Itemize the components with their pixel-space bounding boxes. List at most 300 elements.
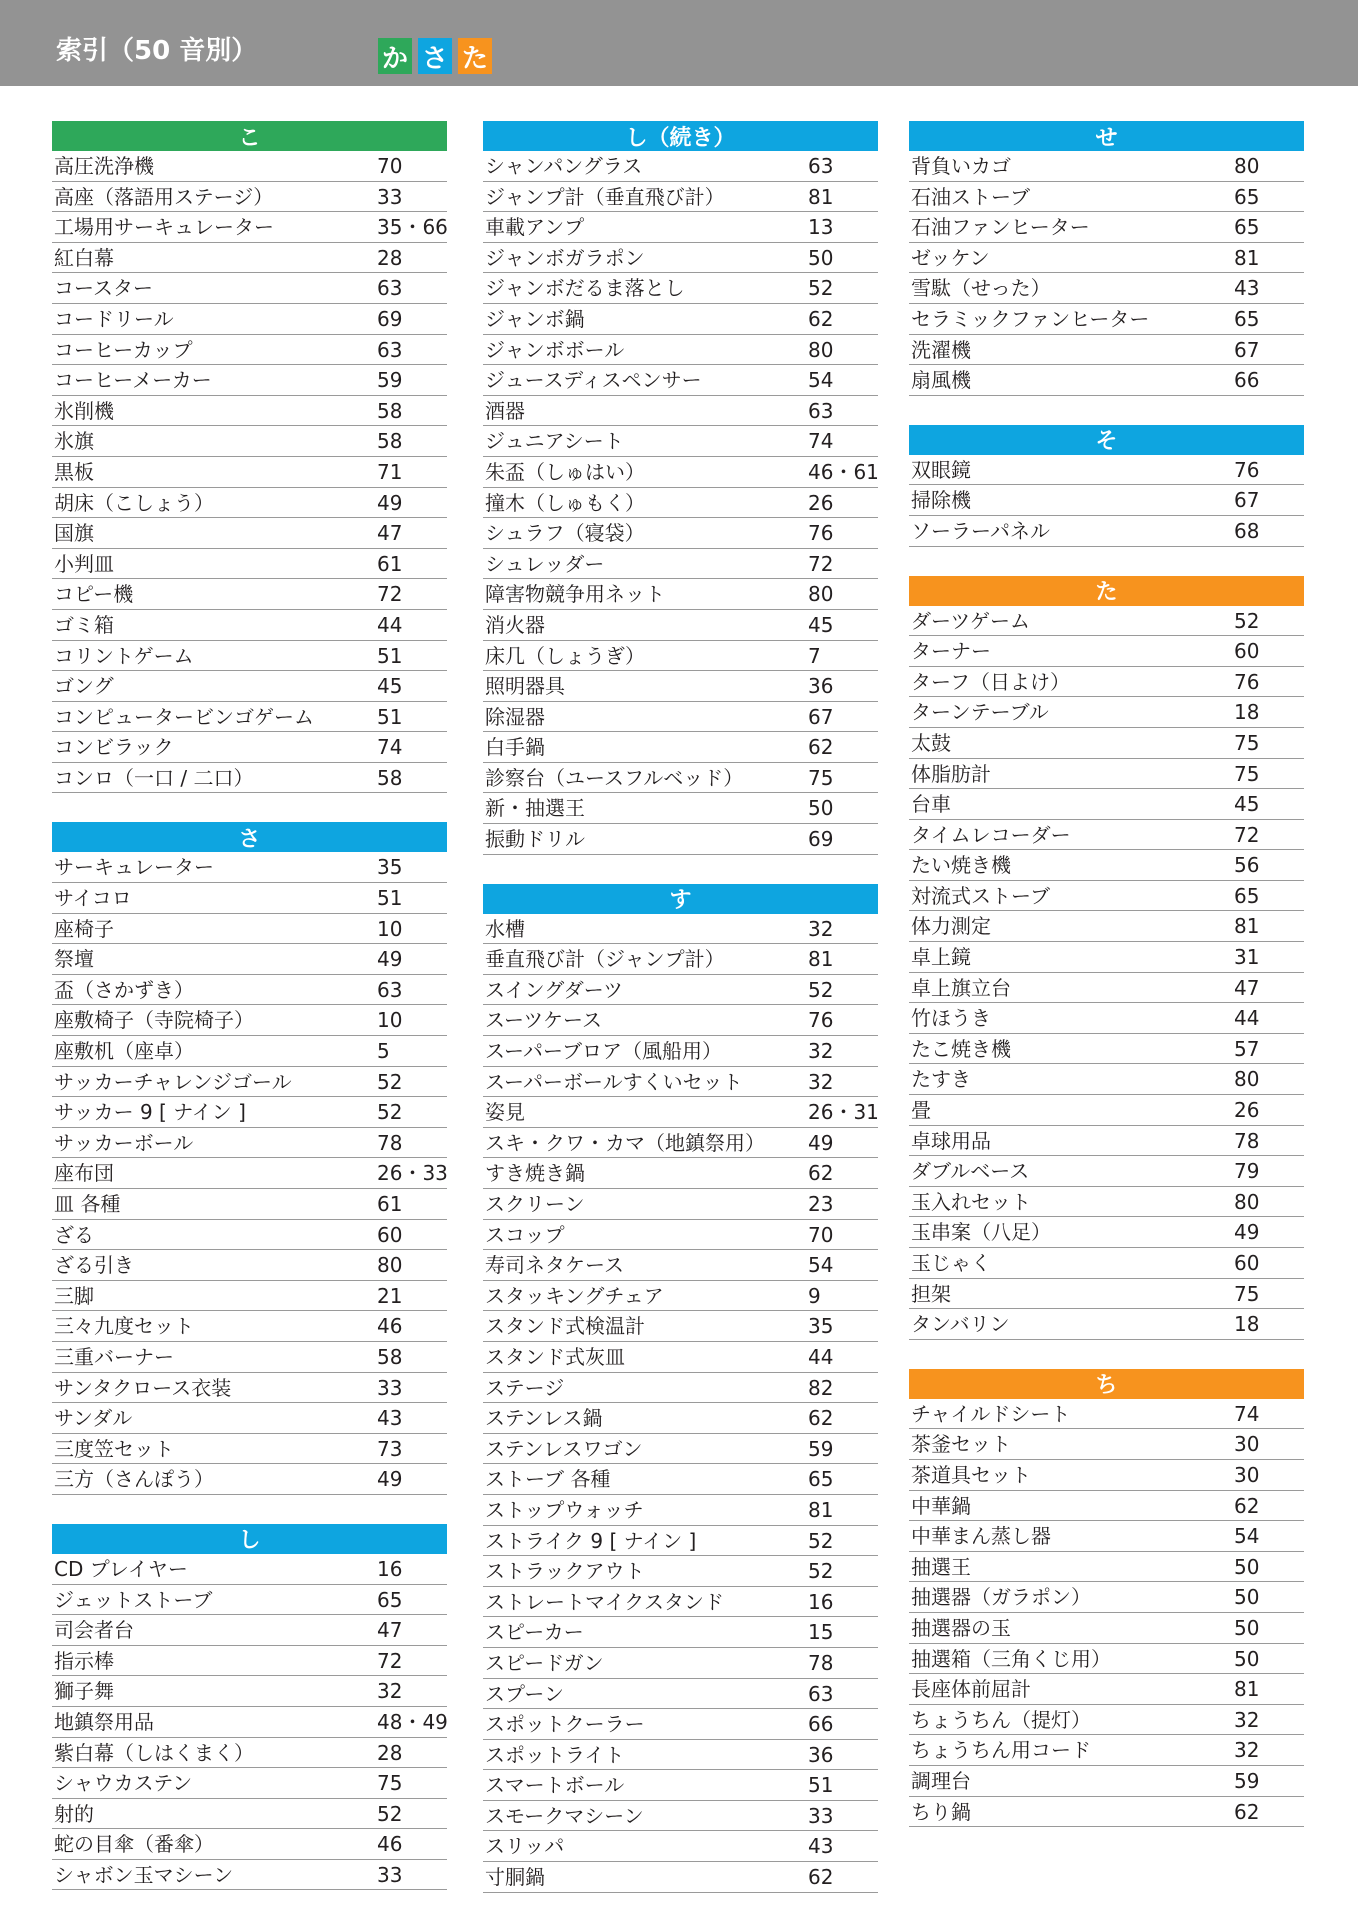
- entry-term: 診察台（ユースフルベッド）: [485, 765, 744, 790]
- index-entry: [909, 850, 1304, 881]
- entry-term: 卓上鏡: [911, 945, 971, 970]
- entry-term: 氷旗: [54, 429, 94, 454]
- entry-term: 畳: [911, 1098, 931, 1123]
- entry-page-number: 61: [377, 1192, 403, 1216]
- entry-page-number: 21: [377, 1283, 403, 1308]
- entry-term: シャボン玉マシーン: [54, 1862, 234, 1887]
- entry-page-number: 62: [808, 735, 834, 760]
- entry-page-number: 47: [377, 1618, 403, 1643]
- entry-page-number: 44: [808, 1344, 834, 1369]
- entry-page-number: 68: [1234, 518, 1260, 543]
- entry-page-number: 28: [377, 245, 403, 270]
- entry-page-number: 10: [377, 916, 403, 941]
- entry-page-number: 32: [808, 916, 834, 941]
- entry-term: サイコロ: [54, 886, 132, 911]
- index-entry: [52, 1403, 447, 1434]
- entry-term: 石油ストーブ: [911, 184, 1030, 209]
- index-entry: [52, 1097, 447, 1128]
- index-entry: [483, 1281, 878, 1312]
- entry-page-number: 46: [377, 1314, 403, 1339]
- index-entry: [52, 335, 447, 366]
- index-entry: [52, 1707, 447, 1738]
- entry-term: 皿 各種: [54, 1192, 121, 1216]
- entry-term: 床几（しょうぎ）: [485, 643, 645, 668]
- entry-page-number: 59: [377, 368, 403, 393]
- index-entry: [909, 1309, 1304, 1340]
- index-entry: [483, 579, 878, 610]
- index-entry: [909, 1766, 1304, 1797]
- entry-term: スクリーン: [485, 1192, 585, 1216]
- entry-term: 三方（さんぽう）: [54, 1467, 214, 1492]
- entry-page-number: 49: [808, 1130, 834, 1155]
- index-entry: [909, 1399, 1304, 1430]
- entry-page-number: 23: [808, 1192, 834, 1216]
- entry-term: 除湿器: [485, 704, 545, 729]
- index-entry: [909, 182, 1304, 213]
- entry-term: スモークマシーン: [485, 1803, 644, 1828]
- index-entry: [52, 702, 447, 733]
- entry-page-number: 30: [1234, 1432, 1260, 1457]
- section-heading: さ: [52, 822, 447, 852]
- entry-page-number: 49: [377, 1467, 403, 1492]
- entry-term: タンバリン: [911, 1312, 1010, 1337]
- section-heading: し: [52, 1524, 447, 1554]
- entry-term: ざる引き: [54, 1253, 134, 1278]
- entry-term: シャンパングラス: [485, 154, 643, 178]
- index-entry: [483, 1250, 878, 1281]
- index-entry: [909, 1674, 1304, 1705]
- entry-term: 胡床（こしょう）: [54, 490, 214, 515]
- index-entry: [909, 1644, 1304, 1675]
- entry-term: スリッパ: [485, 1834, 565, 1859]
- index-entry: [909, 1797, 1304, 1828]
- index-entry: [909, 485, 1304, 516]
- index-entry: [483, 1495, 878, 1526]
- index-entry: [52, 212, 447, 243]
- index-entry: [909, 1582, 1304, 1613]
- index-entry: [52, 914, 447, 945]
- entry-page-number: 43: [1234, 276, 1260, 301]
- entry-page-number: 67: [1234, 488, 1260, 513]
- index-entry: [483, 1556, 878, 1587]
- entry-term: 調理台: [911, 1768, 971, 1793]
- index-entry: [909, 1095, 1304, 1126]
- entry-term: 担架: [911, 1281, 951, 1306]
- entry-page-number: 35・66: [377, 215, 448, 240]
- index-entry: [909, 1460, 1304, 1491]
- index-entry: [52, 1311, 447, 1342]
- index-entry: [483, 1679, 878, 1710]
- index-entry: [52, 641, 447, 672]
- entry-term: スーパーブロア（風船用）: [485, 1039, 722, 1064]
- index-section: [909, 425, 1304, 547]
- index-entry: [52, 1554, 447, 1585]
- entry-term: ちょうちん（提灯）: [911, 1707, 1091, 1732]
- index-entry: [483, 1831, 878, 1862]
- entry-term: 国旗: [54, 521, 94, 546]
- entry-term: スプーン: [485, 1681, 564, 1706]
- index-entry: [483, 304, 878, 335]
- entry-term: 背負いカゴ: [911, 154, 1011, 178]
- entry-term: 酒器: [485, 398, 525, 423]
- entry-term: 司会者台: [54, 1618, 134, 1643]
- entry-term: ターナー: [911, 639, 991, 664]
- entry-term: 茶道具セット: [911, 1462, 1031, 1487]
- entry-page-number: 72: [808, 551, 834, 576]
- entry-page-number: 43: [377, 1406, 403, 1431]
- index-entry: [909, 1491, 1304, 1522]
- index-entry: [483, 914, 878, 945]
- entry-page-number: 78: [808, 1650, 834, 1675]
- entry-page-number: 75: [1234, 1281, 1260, 1306]
- entry-page-number: 52: [808, 1559, 834, 1584]
- index-section: [483, 884, 878, 1893]
- entry-page-number: 31: [1234, 945, 1260, 970]
- index-entry: [483, 793, 878, 824]
- entry-term: 玉入れセット: [911, 1189, 1031, 1214]
- entry-page-number: 26: [1234, 1098, 1260, 1123]
- index-entry: [483, 365, 878, 396]
- index-column-3: [909, 121, 1304, 1856]
- entry-term: セラミックファンヒーター: [911, 306, 1150, 331]
- index-entry: [52, 1281, 447, 1312]
- entry-term: タイムレコーダー: [911, 822, 1071, 847]
- entry-term: たすき: [911, 1067, 971, 1092]
- entry-term: 対流式ストーブ: [911, 883, 1050, 908]
- entry-term: コンビラック: [54, 735, 174, 760]
- index-section: [909, 1369, 1304, 1827]
- entry-term: シュレッダー: [485, 551, 605, 576]
- index-entry: [483, 1158, 878, 1189]
- entry-page-number: 62: [1234, 1493, 1260, 1518]
- entry-term: スポットライト: [485, 1742, 625, 1767]
- entry-term: スコップ: [485, 1222, 565, 1247]
- entry-page-number: 9: [808, 1283, 821, 1308]
- entry-term: 寸胴鍋: [485, 1865, 545, 1890]
- entry-term: ゴミ箱: [54, 612, 114, 637]
- index-entry: [909, 212, 1304, 243]
- entry-page-number: 44: [1234, 1006, 1260, 1031]
- entry-term: コンピュータービンゴゲーム: [54, 704, 314, 729]
- index-entry: [483, 243, 878, 274]
- entry-term: ダーツゲーム: [911, 608, 1030, 633]
- entry-term: 洗濯機: [911, 337, 971, 362]
- entry-page-number: 18: [1234, 1312, 1260, 1337]
- entry-term: 白手鍋: [485, 735, 545, 760]
- entry-term: ステンレスワゴン: [485, 1436, 643, 1461]
- tab-ka[interactable]: か: [378, 38, 412, 74]
- entry-term: ストップウォッチ: [485, 1497, 644, 1522]
- index-section: [52, 121, 447, 793]
- entry-page-number: 28: [377, 1740, 403, 1765]
- index-entry: [483, 1801, 878, 1832]
- entry-term: 中華鍋: [911, 1493, 971, 1518]
- entry-page-number: 63: [377, 276, 403, 301]
- index-entry: [483, 1342, 878, 1373]
- entry-page-number: 81: [1234, 914, 1260, 939]
- entry-term: ジャンボガラポン: [485, 245, 645, 270]
- entry-term: 三々九度セット: [54, 1314, 194, 1339]
- index-entry: [483, 1709, 878, 1740]
- index-entry: [483, 1862, 878, 1893]
- index-entry: [52, 426, 447, 457]
- index-entry: [52, 944, 447, 975]
- entry-term: ちょうちん用コード: [911, 1738, 1091, 1763]
- index-entry: [52, 1036, 447, 1067]
- index-entry: [52, 1342, 447, 1373]
- entry-page-number: 70: [808, 1222, 834, 1247]
- entry-term: ジャンボボール: [485, 337, 625, 362]
- index-entry: [52, 1005, 447, 1036]
- entry-term: ステージ: [485, 1375, 565, 1400]
- entry-page-number: 48・49: [377, 1709, 448, 1734]
- entry-term: 三脚: [54, 1283, 94, 1308]
- entry-page-number: 71: [377, 459, 403, 484]
- index-entry: [52, 1646, 447, 1677]
- index-entry: [52, 396, 447, 427]
- index-entry: [52, 488, 447, 519]
- index-entry: [909, 1613, 1304, 1644]
- entry-page-number: 44: [377, 612, 403, 637]
- entry-page-number: 10: [377, 1008, 403, 1033]
- entry-page-number: 45: [808, 612, 834, 637]
- entry-term: サンダル: [54, 1406, 133, 1431]
- entry-term: 氷削機: [54, 398, 114, 423]
- index-entry: [483, 426, 878, 457]
- index-entry: [909, 1126, 1304, 1157]
- entry-page-number: 82: [808, 1375, 834, 1400]
- entry-term: 指示棒: [54, 1648, 114, 1673]
- entry-term: たこ焼き機: [911, 1036, 1011, 1061]
- index-entry: [52, 365, 447, 396]
- entry-term: ストーブ 各種: [485, 1467, 611, 1492]
- entry-page-number: 50: [1234, 1615, 1260, 1640]
- entry-page-number: 51: [377, 886, 403, 911]
- index-entry: [52, 304, 447, 335]
- entry-term: 竹ほうき: [911, 1006, 991, 1031]
- entry-page-number: 78: [1234, 1128, 1260, 1153]
- entry-page-number: 81: [808, 1497, 834, 1522]
- index-entry: [483, 702, 878, 733]
- entry-page-number: 62: [1234, 1799, 1260, 1824]
- entry-term: 獅子舞: [54, 1679, 114, 1704]
- entry-page-number: 75: [1234, 761, 1260, 786]
- entry-page-number: 32: [1234, 1707, 1260, 1732]
- entry-term: 黒板: [54, 459, 94, 484]
- tab-sa[interactable]: さ: [418, 38, 452, 74]
- index-entry: [483, 975, 878, 1006]
- entry-page-number: 50: [1234, 1646, 1260, 1671]
- entry-term: 小判皿: [54, 551, 114, 576]
- entry-page-number: 67: [808, 704, 834, 729]
- entry-page-number: 69: [377, 306, 403, 331]
- entry-page-number: 81: [1234, 245, 1260, 270]
- entry-term: スマートボール: [485, 1773, 625, 1798]
- index-entry: [52, 852, 447, 883]
- entry-page-number: 74: [377, 735, 403, 760]
- index-entry: [483, 1587, 878, 1618]
- index-entry: [483, 1005, 878, 1036]
- index-entry: [52, 182, 447, 213]
- index-entry: [909, 697, 1304, 728]
- entry-page-number: 54: [808, 1253, 834, 1278]
- entry-term: 垂直飛び計（ジャンプ計）: [485, 947, 725, 972]
- index-entry: [483, 1770, 878, 1801]
- entry-page-number: 52: [377, 1069, 403, 1094]
- entry-page-number: 35: [808, 1314, 834, 1339]
- entry-page-number: 58: [377, 765, 403, 790]
- index-entry: [909, 1552, 1304, 1583]
- entry-term: 紅白幕: [54, 245, 114, 270]
- index-entry: [52, 1860, 447, 1891]
- entry-term: シャウカステン: [54, 1771, 193, 1796]
- entry-term: サッカー 9 [ ナイン ]: [54, 1100, 246, 1125]
- entry-page-number: 63: [808, 398, 834, 423]
- entry-term: スタッキングチェア: [485, 1283, 664, 1308]
- entry-term: 台車: [911, 792, 951, 817]
- index-entry: [909, 1003, 1304, 1034]
- entry-term: 抽選王: [911, 1554, 971, 1579]
- entry-term: 地鎮祭用品: [54, 1709, 154, 1734]
- entry-page-number: 75: [377, 1771, 403, 1796]
- index-entry: [483, 1464, 878, 1495]
- index-entry: [52, 671, 447, 702]
- entry-page-number: 63: [808, 154, 834, 178]
- index-entry: [483, 335, 878, 366]
- entry-term: 抽選器（ガラポン）: [911, 1585, 1091, 1610]
- entry-page-number: 16: [377, 1556, 403, 1581]
- entry-page-number: 32: [1234, 1738, 1260, 1763]
- index-entry: [483, 1648, 878, 1679]
- entry-term: 抽選箱（三角くじ用）: [911, 1646, 1111, 1671]
- entry-term: ジャンプ計（垂直飛び計）: [485, 184, 725, 209]
- index-entry: [909, 273, 1304, 304]
- entry-term: ストレートマイクスタンド: [485, 1589, 724, 1614]
- index-entry: [52, 243, 447, 274]
- entry-page-number: 80: [1234, 1189, 1260, 1214]
- index-entry: [483, 1189, 878, 1220]
- entry-term: 雪駄（せった）: [911, 276, 1051, 301]
- entry-term: ターンテーブル: [911, 700, 1049, 725]
- index-entry: [909, 1156, 1304, 1187]
- entry-page-number: 33: [377, 1375, 403, 1400]
- entry-page-number: 52: [808, 977, 834, 1002]
- entry-term: 座敷椅子（寺院椅子）: [54, 1008, 254, 1033]
- index-entry: [909, 1187, 1304, 1218]
- index-entry: [909, 1279, 1304, 1310]
- entry-page-number: 46・61: [808, 459, 879, 484]
- entry-page-number: 60: [1234, 1251, 1260, 1275]
- entry-term: ジェットストーブ: [54, 1587, 213, 1612]
- index-entry: [909, 335, 1304, 366]
- entry-term: 座敷机（座卓）: [54, 1039, 194, 1064]
- index-entry: [483, 1373, 878, 1404]
- index-entry: [483, 1128, 878, 1159]
- entry-term: 新・抽選王: [485, 796, 585, 821]
- entry-page-number: 50: [808, 796, 834, 821]
- entry-page-number: 18: [1234, 700, 1260, 725]
- entry-page-number: 43: [808, 1834, 834, 1859]
- entry-page-number: 56: [1234, 853, 1260, 878]
- index-entry: [909, 820, 1304, 851]
- entry-term: 水槽: [485, 916, 525, 941]
- index-column-1: [52, 121, 447, 1919]
- index-entry: [909, 942, 1304, 973]
- index-entry: [52, 579, 447, 610]
- index-entry: [909, 1064, 1304, 1095]
- index-entry: [909, 1217, 1304, 1248]
- index-entry: [52, 1434, 447, 1465]
- entry-page-number: 62: [808, 306, 834, 331]
- entry-page-number: 61: [377, 551, 403, 576]
- entry-page-number: 52: [377, 1801, 403, 1826]
- index-entry: [909, 728, 1304, 759]
- index-entry: [483, 824, 878, 855]
- entry-page-number: 35: [377, 855, 403, 880]
- section-heading: し（続き）: [483, 121, 878, 151]
- entry-page-number: 60: [377, 1222, 403, 1247]
- index-entry: [52, 1768, 447, 1799]
- section-heading: そ: [909, 425, 1304, 455]
- entry-page-number: 36: [808, 674, 834, 699]
- index-entry: [483, 549, 878, 580]
- index-entry: [52, 1464, 447, 1495]
- index-column-2: [483, 121, 878, 1922]
- entry-page-number: 50: [1234, 1554, 1260, 1579]
- entry-page-number: 54: [808, 368, 834, 393]
- entry-page-number: 66: [808, 1712, 834, 1737]
- entry-page-number: 65: [1234, 215, 1260, 240]
- index-entry: [483, 1403, 878, 1434]
- header-bar: [0, 0, 1358, 86]
- entry-term: スタンド式灰皿: [485, 1344, 625, 1369]
- section-heading: ち: [909, 1369, 1304, 1399]
- index-entry: [483, 273, 878, 304]
- entry-term: ステンレス鍋: [485, 1406, 603, 1431]
- index-section: [483, 121, 878, 855]
- entry-term: 障害物競争用ネット: [485, 582, 665, 607]
- entry-page-number: 52: [1234, 608, 1260, 633]
- index-entry: [483, 212, 878, 243]
- index-entry: [52, 1220, 447, 1251]
- index-entry: [483, 1067, 878, 1098]
- index-entry: [909, 1429, 1304, 1460]
- index-entry: [483, 182, 878, 213]
- index-entry: [909, 759, 1304, 790]
- entry-page-number: 65: [808, 1467, 834, 1492]
- entry-term: 姿見: [485, 1100, 525, 1125]
- entry-page-number: 59: [1234, 1768, 1260, 1793]
- entry-page-number: 32: [808, 1069, 834, 1094]
- index-entry: [52, 1158, 447, 1189]
- entry-term: サーキュレーター: [54, 855, 214, 880]
- index-entry: [483, 151, 878, 182]
- entry-term: ダブルベース: [911, 1159, 1030, 1184]
- index-entry: [52, 1128, 447, 1159]
- index-entry: [52, 1373, 447, 1404]
- entry-page-number: 52: [808, 1528, 834, 1553]
- index-entry: [909, 789, 1304, 820]
- entry-page-number: 33: [377, 184, 403, 209]
- entry-page-number: 58: [377, 429, 403, 454]
- entry-term: 朱盃（しゅはい）: [485, 459, 645, 484]
- entry-page-number: 51: [377, 704, 403, 729]
- index-entry: [52, 732, 447, 763]
- entry-page-number: 16: [808, 1589, 834, 1614]
- tab-ta[interactable]: た: [458, 38, 492, 74]
- index-entry: [483, 1097, 878, 1128]
- index-entry: [52, 273, 447, 304]
